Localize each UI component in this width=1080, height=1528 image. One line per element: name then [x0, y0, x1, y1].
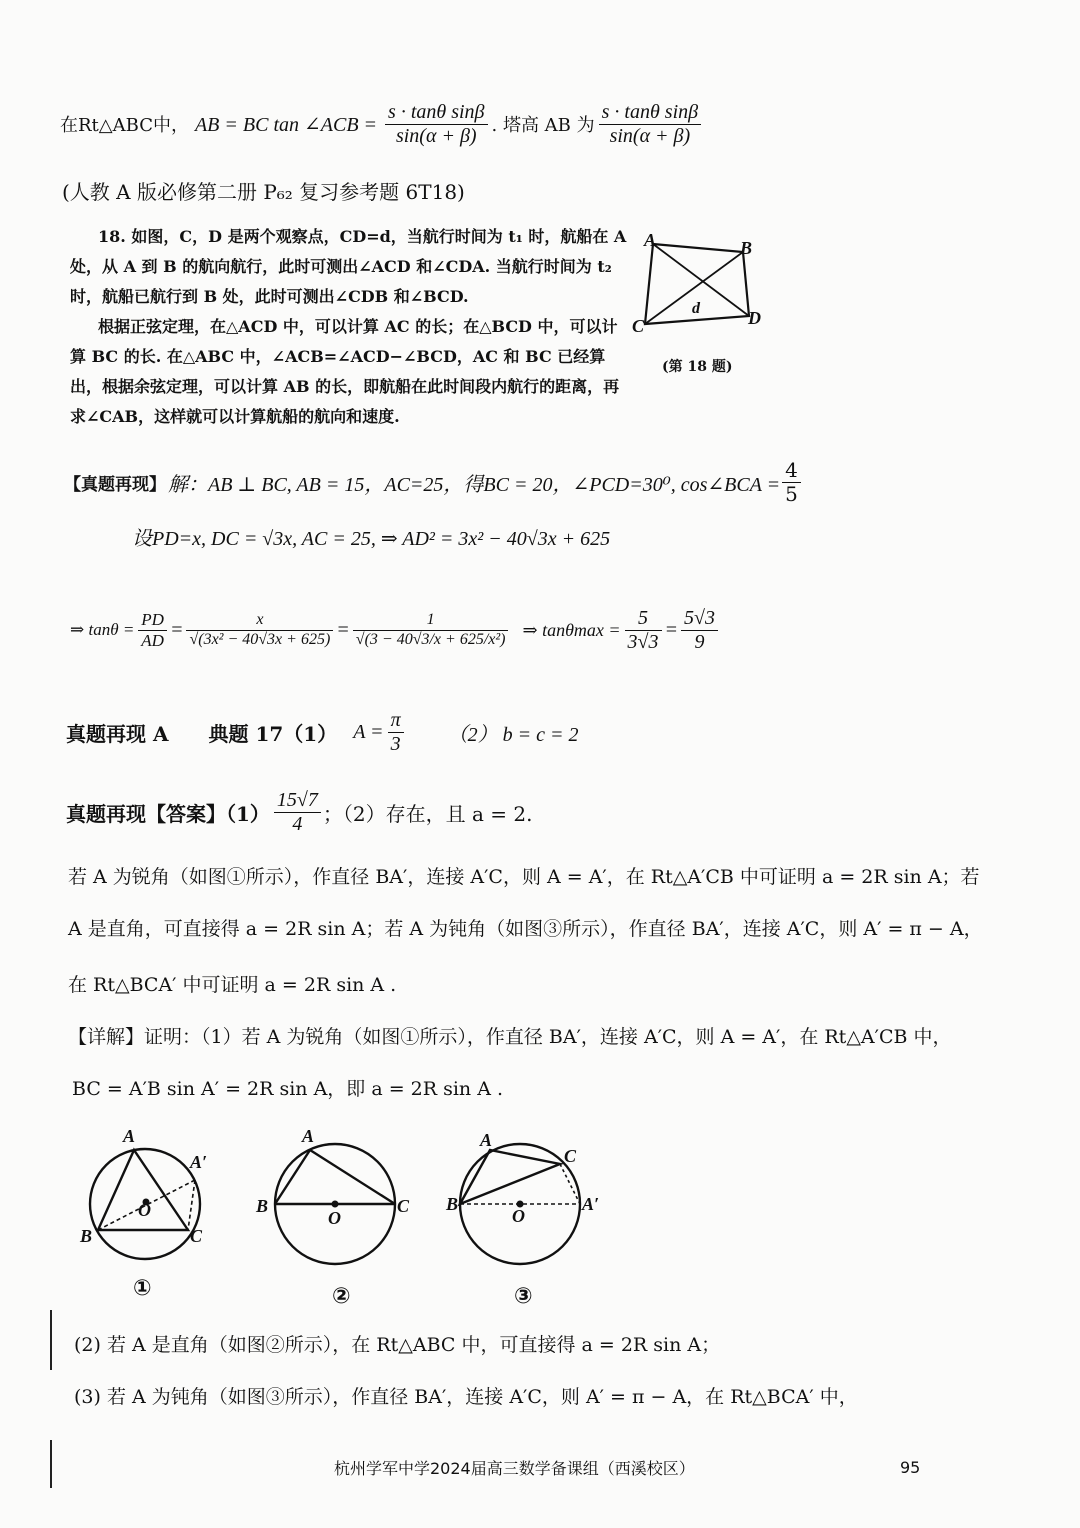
textbook-reference: (人教 A 版必修第二册 P₆₂ 复习参考题 6T18): [62, 180, 465, 204]
line1-fraction: [385, 101, 487, 148]
fig2-label-c: C: [397, 1196, 410, 1216]
frac-x-root-num: x: [186, 611, 333, 630]
zhenti3-line: [66, 780, 532, 844]
frac-one-root: [353, 611, 509, 649]
zhenti1-tan: ⇒ tanθ =: [70, 620, 135, 639]
zhenti3-frac-den: 4: [292, 812, 303, 835]
frac-x-root-den: √(3x² − 40√3x + 625): [189, 630, 331, 648]
zhenti1-line-c: [70, 584, 718, 676]
para-line-3: 在 Rt△BCA′ 中可证明 a = 2R sin A .: [68, 974, 397, 996]
zhenti2-frac: [388, 709, 404, 756]
frac-x-root: [186, 611, 333, 649]
frac-five-den: 3√3: [627, 630, 659, 653]
fig3-label-ap: A′: [582, 1194, 600, 1214]
problem18-caption: (第 18 题): [662, 359, 733, 375]
fig3-caption: ③: [514, 1284, 533, 1309]
frac-pd-ad: [138, 610, 167, 650]
frac-one-root-den: √(3 − 40√3/x + 625/x²): [355, 630, 506, 648]
rt-abc-line: [60, 92, 701, 156]
fig1-label-a: A: [123, 1126, 136, 1146]
line1-frac2-num: s · tanθ sinβ: [599, 101, 701, 125]
zhenti2-line: [66, 692, 578, 772]
eq-sign-2: =: [336, 618, 350, 641]
frac-one-root-num: 1: [353, 611, 509, 630]
line1-eq: AB = BC tan ∠ACB =: [194, 113, 378, 136]
fig3-label-a: A: [480, 1130, 493, 1150]
margin-mark-2: [50, 1440, 52, 1488]
label-a: A: [644, 230, 657, 250]
fig3-label-o: O: [512, 1206, 525, 1226]
zhenti1-tanmax: ⇒ tanθmax =: [522, 619, 621, 640]
fig2-label-a: A: [302, 1126, 315, 1146]
fig2-label-o: O: [328, 1208, 341, 1228]
detail-line-2: BC = A′B sin A′ = 2R sin A，即 a = 2R sin A .: [72, 1078, 503, 1100]
frac-5root3-num: 5√3: [681, 607, 718, 631]
fig1-label-ap: A′: [190, 1152, 208, 1172]
zhenti1-frac-num: 4: [782, 459, 801, 483]
fig3-label-c: C: [564, 1146, 577, 1166]
detail-line-1: 【详解】证明：（1）若 A 为锐角（如图①所示），作直径 BA′，连接 A′C，则 A = A′，在 Rt△A′CB 中，: [68, 1026, 952, 1048]
frac-five-3root3: [625, 607, 662, 654]
problem18-para1: 18. 如图，C，D 是两个观察点，CD=d，当航行时间为 t₁ 时，航船在 A 处，从 A 到 B 的航向航行，此时可测出∠ACD 和∠CDA. 当航行时间为 t₂ 时，航船已航行到 B 处，此时可测出∠CDB 和∠BCD.: [70, 227, 627, 306]
zhenti2-label: 真题再现 A: [66, 721, 169, 746]
line1-mid: . 塔高 AB 为: [491, 115, 595, 136]
line1-frac2-den: sin(α + β): [609, 124, 691, 147]
zhenti1-text-a: 解：AB ⊥ BC, AB = 15，AC=25，得BC = 20，∠PCD=30⁰, cos∠BCA =: [168, 473, 781, 496]
zhenti3-frac-num: 15√7: [274, 789, 321, 813]
zhenti2-part2: （2） b = c = 2: [447, 723, 579, 746]
label-c: C: [632, 316, 645, 336]
label-d: D: [748, 308, 761, 328]
fig1-label-b: B: [80, 1226, 93, 1246]
zhenti2-dianti: 典题 17（1）: [208, 721, 338, 746]
para-line-2: A 是直角，可直接得 a = 2R sin A；若 A 为钝角（如图③所示），作直径 BA′，连接 A′C，则 A′ = π − A，: [68, 918, 983, 940]
textbook-problem-18: [70, 222, 630, 432]
line1-prefix: 在Rt△ABC中，: [60, 115, 189, 136]
fig2-label-b: B: [256, 1196, 269, 1216]
fig2-caption: ②: [332, 1284, 351, 1309]
problem18-para2: 根据正弦定理，在△ACD 中，可以计算 AC 的长；在△BCD 中，可以计算 BC 的长. 在△ABC 中，∠ACB=∠ACD−∠BCD，AC 和 BC 已经算出，根据余弦定理，可以计算 AB 的长，即航船在此时间段内航行的距离，再求∠CAB，这样就可以计算航船的航向和速度.: [70, 317, 620, 426]
eq-sign-3: =: [664, 618, 679, 641]
label-d-side: d: [692, 300, 700, 317]
fig1-caption: ①: [133, 1276, 152, 1301]
zhenti3-frac: [274, 789, 321, 836]
zhenti3-label: 真题再现【答案】（1）: [66, 801, 270, 826]
diagonal-ad: [653, 244, 749, 316]
zhenti1-line-a: [64, 452, 801, 512]
zhenti2-a-eq: A =: [353, 720, 384, 743]
zhenti2-frac-den: 3: [390, 732, 401, 755]
label-b: B: [740, 238, 753, 258]
margin-mark-1: [50, 1310, 52, 1370]
line1-frac-num: s · tanθ sinβ: [385, 101, 487, 125]
fig1-label-c: C: [190, 1226, 203, 1246]
figure-2: [275, 1144, 395, 1264]
eq-sign: =: [169, 618, 184, 641]
frac-5root3-den: 9: [694, 630, 705, 653]
case-2-line: (2) 若 A 是直角（如图②所示），在 Rt△ABC 中，可直接得 a = 2R sin A；: [74, 1334, 721, 1356]
footer-page-number: 95: [900, 1458, 921, 1477]
zhenti2-frac-num: π: [388, 709, 404, 733]
zhenti1-line-b: 设PD=x, DC = √3x, AC = 25, ⇒ AD² = 3x² − 40√3x + 625: [132, 528, 611, 550]
frac-5root3-9: [681, 607, 718, 654]
footer-school: 杭州学军中学2024届高三数学备课组（西溪校区）: [334, 1459, 695, 1478]
figure-3: [460, 1144, 580, 1264]
fig3-label-b: B: [446, 1194, 459, 1214]
zhenti1-frac: [782, 459, 801, 506]
frac-pd-ad-den: AD: [141, 630, 164, 650]
zhenti3-rest: ；（2）存在，且 a = 2.: [322, 801, 533, 826]
zhenti1-tag: 【真题再现】: [64, 474, 166, 495]
fig1-label-o: O: [138, 1200, 151, 1220]
frac-five-num: 5: [625, 607, 662, 631]
line1-frac-den: sin(α + β): [395, 124, 477, 147]
zhenti1-frac-den: 5: [785, 481, 798, 506]
para-line-1: 若 A 为锐角（如图①所示），作直径 BA′，连接 A′C，则 A = A′，在 Rt△A′CB 中可证明 a = 2R sin A；若: [68, 866, 980, 888]
case-3-line: (3) 若 A 为钝角（如图③所示），作直径 BA′，连接 A′C，则 A′ = π − A，在 Rt△BCA′ 中，: [74, 1386, 858, 1408]
line1-fraction2: [599, 101, 701, 148]
frac-pd-ad-num: PD: [138, 610, 167, 631]
